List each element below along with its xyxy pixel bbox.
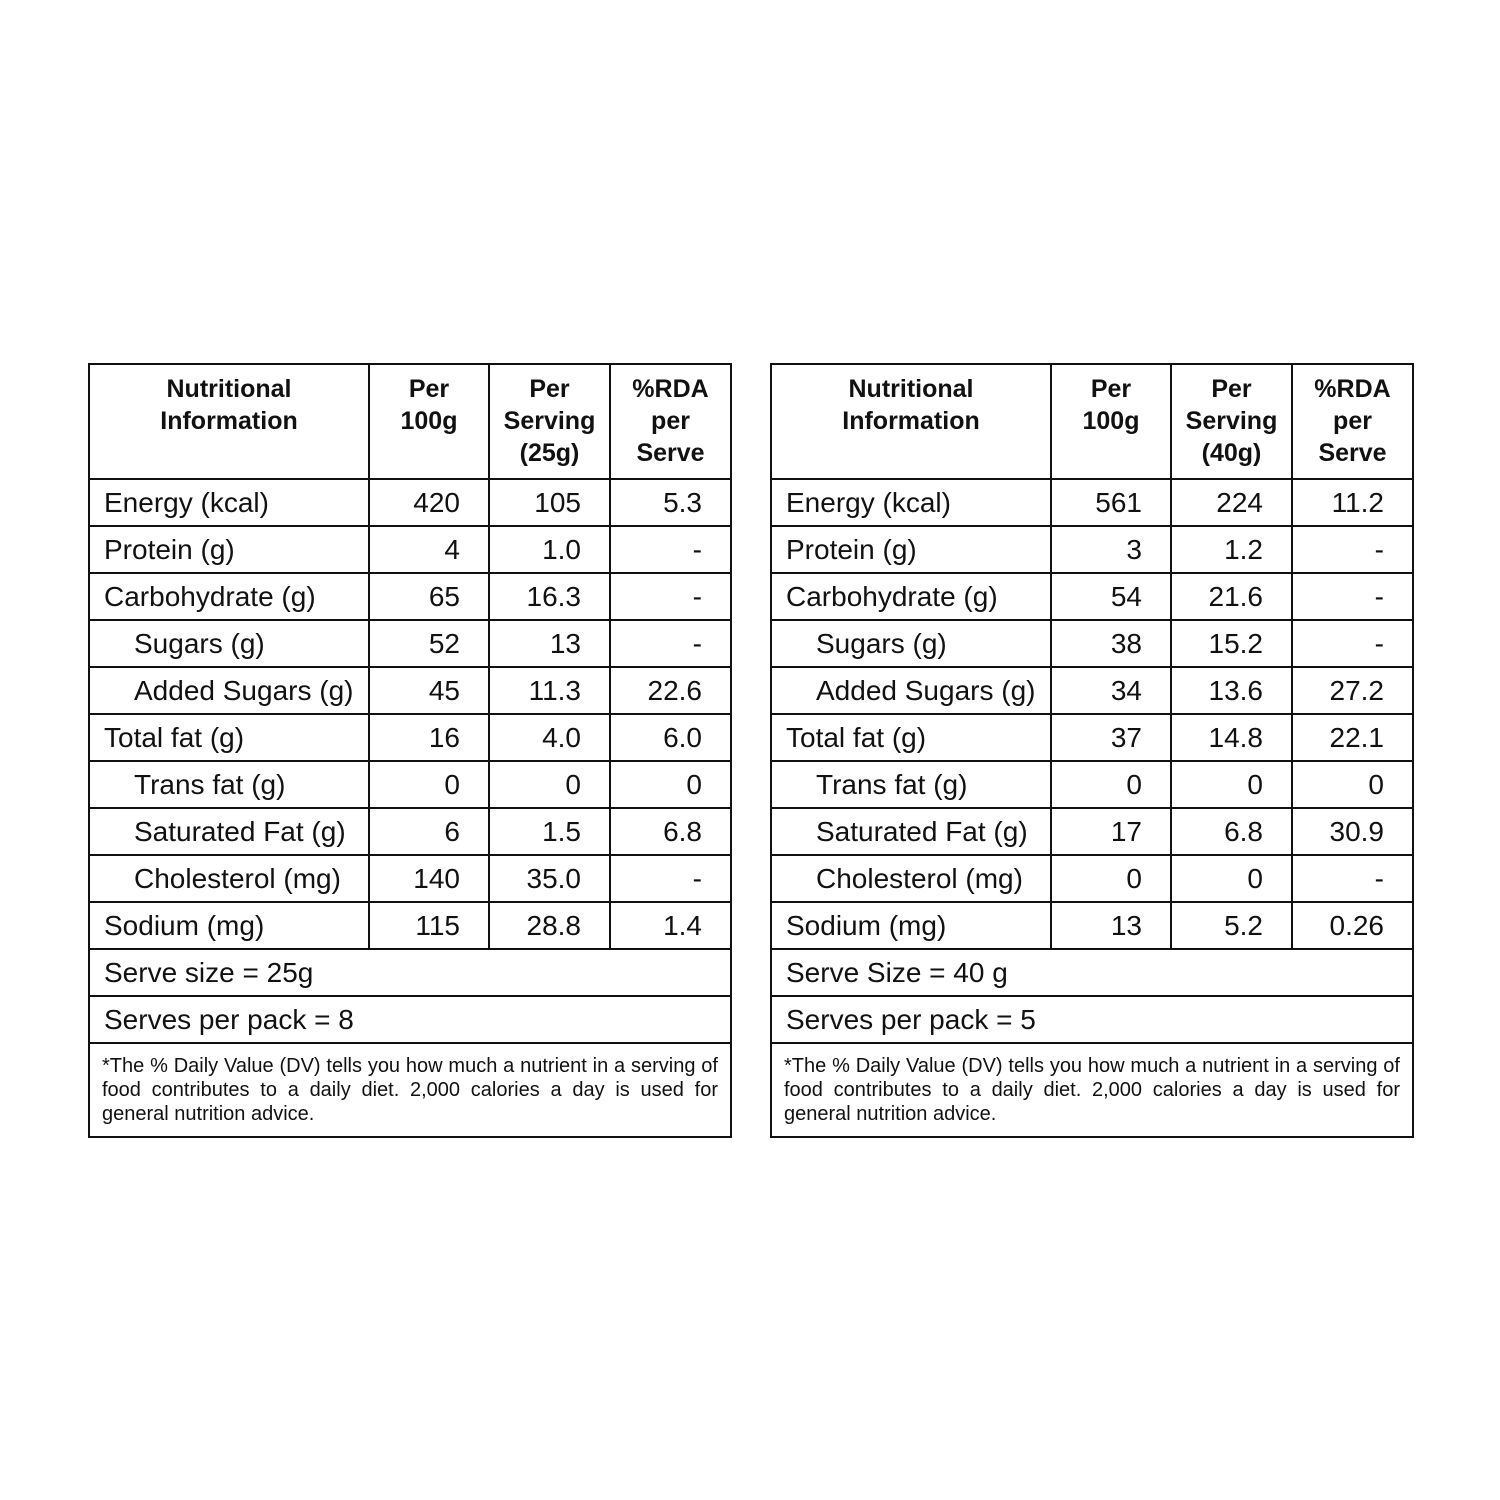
- per-100g-value: 115: [369, 902, 489, 949]
- nutrient-name: Carbohydrate (g): [771, 573, 1051, 620]
- per-100g-value: 0: [369, 761, 489, 808]
- rda-value: -: [1292, 573, 1413, 620]
- rda-value: 1.4: [610, 902, 731, 949]
- nutrient-name: Sodium (mg): [771, 902, 1051, 949]
- per-serving-value: 224: [1171, 479, 1292, 526]
- nutrient-name: Trans fat (g): [89, 761, 369, 808]
- nutrition-table-right: [770, 363, 1412, 1138]
- nutrition-table: [770, 363, 1414, 1138]
- nutrient-name: Trans fat (g): [771, 761, 1051, 808]
- per-100g-value: 38: [1051, 620, 1171, 667]
- table-row: [89, 479, 731, 526]
- nutrient-name: Energy (kcal): [771, 479, 1051, 526]
- per-100g-value: 3: [1051, 526, 1171, 573]
- per-serving-value: 35.0: [489, 855, 610, 902]
- header-row: [89, 364, 731, 479]
- serves-per-pack: Serves per pack = 5: [771, 996, 1413, 1043]
- per-serving-value: 5.2: [1171, 902, 1292, 949]
- nutrient-name: Sodium (mg): [89, 902, 369, 949]
- per-serving-value: 21.6: [1171, 573, 1292, 620]
- header-nutritional-information: Nutritional Information: [89, 364, 369, 479]
- per-serving-value: 1.5: [489, 808, 610, 855]
- header-rda-per-serve: %RDA per Serve: [610, 364, 731, 479]
- per-100g-value: 52: [369, 620, 489, 667]
- header-per-serving: Per Serving (40g): [1171, 364, 1292, 479]
- footnote-row: [89, 1043, 731, 1137]
- per-100g-value: 561: [1051, 479, 1171, 526]
- nutrient-name: Energy (kcal): [89, 479, 369, 526]
- rda-value: -: [610, 573, 731, 620]
- per-serving-value: 16.3: [489, 573, 610, 620]
- per-100g-value: 420: [369, 479, 489, 526]
- table-row: [771, 714, 1413, 761]
- per-serving-value: 4.0: [489, 714, 610, 761]
- rda-value: -: [1292, 526, 1413, 573]
- rda-value: 30.9: [1292, 808, 1413, 855]
- per-serving-value: 6.8: [1171, 808, 1292, 855]
- per-serving-value: 0: [1171, 761, 1292, 808]
- rda-value: -: [1292, 620, 1413, 667]
- rda-value: 27.2: [1292, 667, 1413, 714]
- table-row: [771, 526, 1413, 573]
- table-row: [771, 761, 1413, 808]
- per-serving-value: 28.8: [489, 902, 610, 949]
- nutrient-name: Saturated Fat (g): [771, 808, 1051, 855]
- per-serving-value: 0: [489, 761, 610, 808]
- header-row: [771, 364, 1413, 479]
- nutrition-table: [88, 363, 732, 1138]
- table-row: [89, 526, 731, 573]
- serves-per-pack-row: [771, 996, 1413, 1043]
- table-row: [89, 573, 731, 620]
- nutrient-name: Sugars (g): [771, 620, 1051, 667]
- serves-per-pack-row: [89, 996, 731, 1043]
- rda-value: -: [1292, 855, 1413, 902]
- per-100g-value: 16: [369, 714, 489, 761]
- footnote-row: [771, 1043, 1413, 1137]
- rda-value: 5.3: [610, 479, 731, 526]
- rda-value: 6.8: [610, 808, 731, 855]
- table-row: [771, 855, 1413, 902]
- table-row: [89, 714, 731, 761]
- per-100g-value: 34: [1051, 667, 1171, 714]
- rda-value: 0: [610, 761, 731, 808]
- table-row: [89, 808, 731, 855]
- nutrient-name: Cholesterol (mg): [89, 855, 369, 902]
- serves-per-pack: Serves per pack = 8: [89, 996, 731, 1043]
- nutrient-name: Cholesterol (mg): [771, 855, 1051, 902]
- table-row: [89, 761, 731, 808]
- rda-value: -: [610, 526, 731, 573]
- per-100g-value: 54: [1051, 573, 1171, 620]
- rda-value: 22.6: [610, 667, 731, 714]
- rda-value: 0: [1292, 761, 1413, 808]
- nutrition-table-left: [88, 363, 730, 1138]
- serve-size-row: [89, 949, 731, 996]
- rda-value: 6.0: [610, 714, 731, 761]
- per-100g-value: 140: [369, 855, 489, 902]
- nutrient-name: Protein (g): [771, 526, 1051, 573]
- per-serving-value: 1.2: [1171, 526, 1292, 573]
- header-per-100g: Per 100g: [369, 364, 489, 479]
- per-100g-value: 65: [369, 573, 489, 620]
- daily-value-footnote: *The % Daily Value (DV) tells you how much a nutrient in a serving of food contributes to a daily diet. 2,000 calories a day is used for general nutrition advice.: [89, 1043, 731, 1137]
- per-serving-value: 13: [489, 620, 610, 667]
- header-per-100g: Per 100g: [1051, 364, 1171, 479]
- nutrient-name: Added Sugars (g): [771, 667, 1051, 714]
- nutrient-name: Saturated Fat (g): [89, 808, 369, 855]
- rda-value: 11.2: [1292, 479, 1413, 526]
- per-100g-value: 45: [369, 667, 489, 714]
- nutrient-name: Protein (g): [89, 526, 369, 573]
- per-serving-value: 0: [1171, 855, 1292, 902]
- per-100g-value: 4: [369, 526, 489, 573]
- daily-value-footnote: *The % Daily Value (DV) tells you how much a nutrient in a serving of food contributes to a daily diet. 2,000 calories a day is used for general nutrition advice.: [771, 1043, 1413, 1137]
- serve-size: Serve Size = 40 g: [771, 949, 1413, 996]
- rda-value: 22.1: [1292, 714, 1413, 761]
- nutrient-name: Total fat (g): [89, 714, 369, 761]
- header-rda-per-serve: %RDA per Serve: [1292, 364, 1413, 479]
- per-100g-value: 0: [1051, 761, 1171, 808]
- rda-value: -: [610, 855, 731, 902]
- table-row: [89, 667, 731, 714]
- table-row: [771, 667, 1413, 714]
- per-100g-value: 17: [1051, 808, 1171, 855]
- per-100g-value: 13: [1051, 902, 1171, 949]
- nutrient-name: Carbohydrate (g): [89, 573, 369, 620]
- per-serving-value: 105: [489, 479, 610, 526]
- per-serving-value: 14.8: [1171, 714, 1292, 761]
- per-100g-value: 6: [369, 808, 489, 855]
- table-row: [771, 620, 1413, 667]
- nutrient-name: Total fat (g): [771, 714, 1051, 761]
- per-serving-value: 11.3: [489, 667, 610, 714]
- serve-size-row: [771, 949, 1413, 996]
- nutrient-name: Sugars (g): [89, 620, 369, 667]
- nutrient-name: Added Sugars (g): [89, 667, 369, 714]
- table-row: [89, 855, 731, 902]
- table-row: [89, 902, 731, 949]
- serve-size: Serve size = 25g: [89, 949, 731, 996]
- header-nutritional-information: Nutritional Information: [771, 364, 1051, 479]
- rda-value: -: [610, 620, 731, 667]
- table-row: [771, 902, 1413, 949]
- table-row: [89, 620, 731, 667]
- table-row: [771, 808, 1413, 855]
- per-100g-value: 0: [1051, 855, 1171, 902]
- header-per-serving: Per Serving (25g): [489, 364, 610, 479]
- per-serving-value: 13.6: [1171, 667, 1292, 714]
- per-100g-value: 37: [1051, 714, 1171, 761]
- per-serving-value: 1.0: [489, 526, 610, 573]
- table-row: [771, 479, 1413, 526]
- per-serving-value: 15.2: [1171, 620, 1292, 667]
- table-row: [771, 573, 1413, 620]
- rda-value: 0.26: [1292, 902, 1413, 949]
